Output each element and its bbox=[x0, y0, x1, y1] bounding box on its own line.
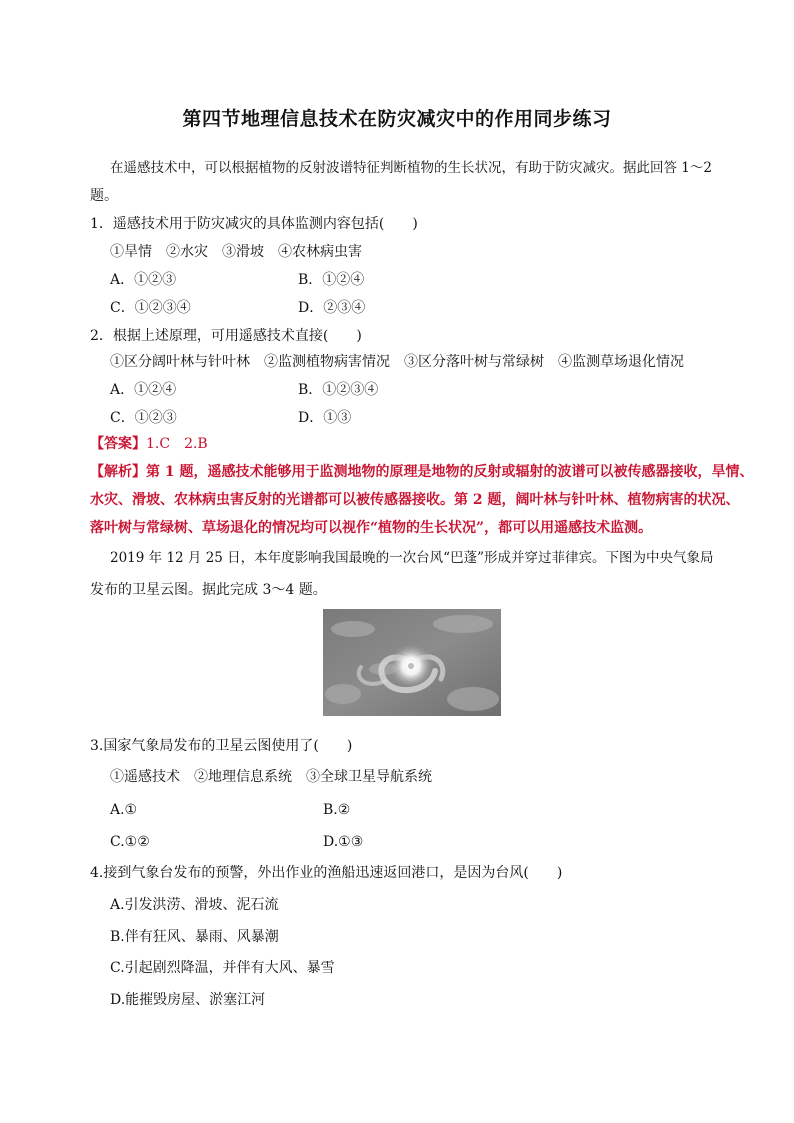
question-3-option-a: A.① bbox=[110, 802, 138, 818]
question-3-option-c: C.①② bbox=[110, 834, 150, 850]
satellite-cloud-image bbox=[323, 609, 501, 716]
question-1-option-b: B．①②④ bbox=[298, 272, 365, 288]
question-1-option-a: A．①②③ bbox=[110, 272, 177, 288]
question-4-option-d: D.能摧毁房屋、淤塞江河 bbox=[110, 992, 266, 1008]
question-2-option-b: B．①②③④ bbox=[298, 382, 379, 398]
question-2-stem: 2．根据上述原理，可用遥感技术直接( ) bbox=[90, 328, 362, 344]
question-1-option-c: C．①②③④ bbox=[110, 300, 191, 316]
question-3-option-b: B.② bbox=[323, 802, 351, 818]
question-2-option-d: D．①③ bbox=[298, 410, 352, 426]
analysis-text-line-2: 水灾、滑坡、农林病虫害反射的光谱都可以被传感器接收。第 2 题，阔叶林与针叶林、植物病害的状况、 bbox=[90, 492, 740, 508]
question-2-option-c: C．①②③ bbox=[110, 410, 177, 426]
intro-paragraph-2-line-1: 2019 年 12 月 25 日，本年度影响我国最晚的一次台风“巴蓬”形成并穿过菲律宾。下图为中央气象局 bbox=[110, 550, 714, 566]
question-3-stem: 3.国家气象局发布的卫星云图使用了( ) bbox=[90, 738, 353, 754]
analysis-line-1 bbox=[90, 462, 754, 482]
question-4-option-a: A.引发洪涝、滑坡、泥石流 bbox=[110, 897, 279, 913]
question-2-option-a: A．①②④ bbox=[110, 382, 177, 398]
analysis-text-line-3: 落叶树与常绿树、草场退化的情况均可以视作“植物的生长状况”，都可以用遥感技术监测。 bbox=[90, 520, 653, 536]
question-2-items: ①区分阔叶林与针叶林 ②监测植物病害情况 ③区分落叶树与常绿树 ④监测草场退化情况 bbox=[110, 354, 684, 370]
question-1-items: ①旱情 ②水灾 ③滑坡 ④农林病虫害 bbox=[110, 244, 362, 260]
answer-line bbox=[90, 434, 208, 454]
answer-label: 【答案】 bbox=[90, 436, 146, 452]
analysis-text-line-1: 第 1 题，遥感技术能够用于监测地物的原理是地物的反射或辐射的波谱可以被传感器接收，旱情、 bbox=[146, 464, 754, 480]
question-3-items: ①遥感技术 ②地理信息系统 ③全球卫星导航系统 bbox=[110, 769, 432, 785]
intro-paragraph-2-line-2: 发布的卫星云图。据此完成 3～4 题。 bbox=[90, 582, 327, 598]
intro-paragraph-1-line-2: 题。 bbox=[90, 188, 118, 204]
question-4-option-c: C.引起剧烈降温，并伴有大风、暴雪 bbox=[110, 960, 335, 976]
answer-text: 1.C 2.B bbox=[146, 436, 208, 452]
question-1-option-d: D．②③④ bbox=[298, 300, 366, 316]
question-3-option-d: D.①③ bbox=[323, 834, 364, 850]
page-title: 第四节地理信息技术在防灾减灾中的作用同步练习 bbox=[182, 108, 612, 130]
question-4-option-b: B.伴有狂风、暴雨、风暴潮 bbox=[110, 929, 279, 945]
question-4-stem: 4.接到气象台发布的预警，外出作业的渔船迅速返回港口，是因为台风( ) bbox=[90, 865, 563, 881]
intro-paragraph-1-line-1: 在遥感技术中，可以根据植物的反射波谱特征判断植物的生长状况，有助于防灾减灾。据此回答 1～2 bbox=[110, 160, 712, 176]
analysis-label: 【解析】 bbox=[90, 464, 146, 480]
question-1-stem: 1．遥感技术用于防灾减灾的具体监测内容包括( ) bbox=[90, 216, 418, 232]
